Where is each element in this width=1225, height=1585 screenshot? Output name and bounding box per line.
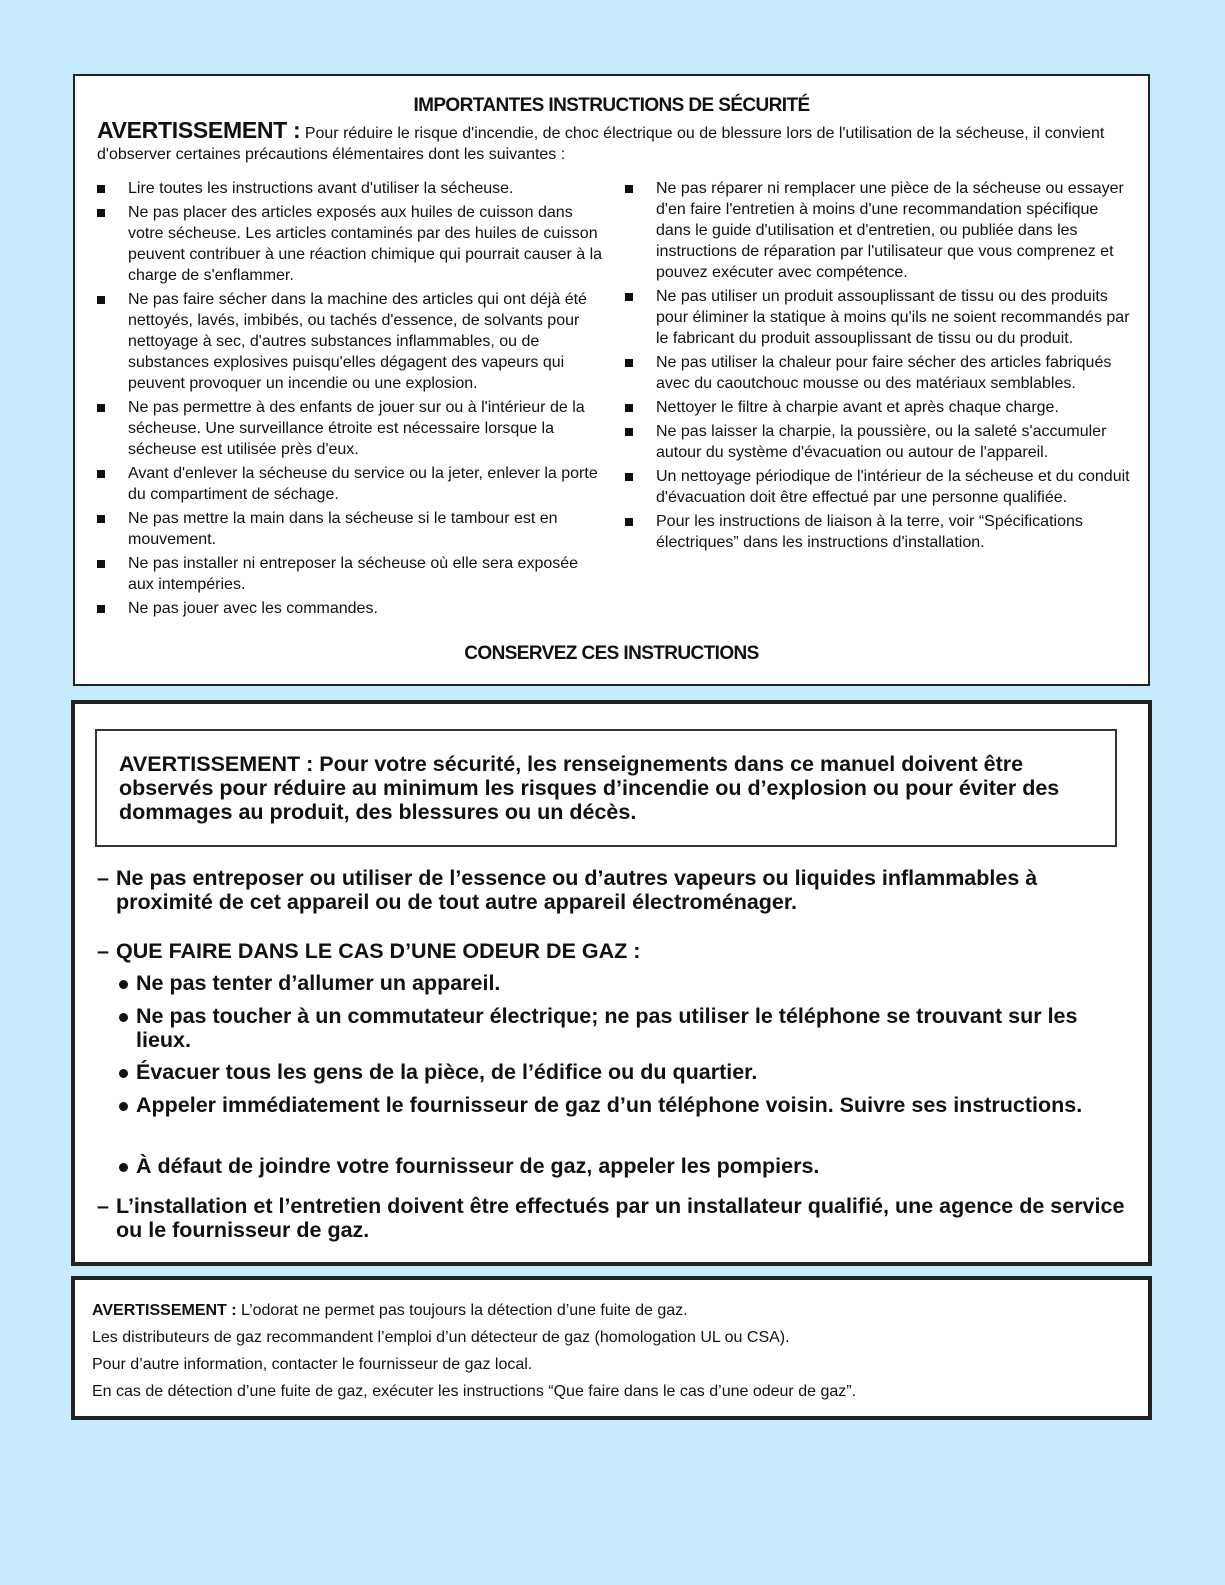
square-bullet-icon — [97, 209, 105, 217]
square-bullet-icon — [625, 428, 633, 436]
gas-warning-box — [71, 700, 1152, 1266]
safety-title: IMPORTANTES INSTRUCTIONS DE SÉCURITÉ — [413, 95, 810, 116]
conserve-instructions-footer: CONSERVEZ CES INSTRUCTIONS — [464, 643, 759, 664]
list-item: Ne pas installer ni entreposer la sécheuse où elle sera exposée aux intempéries. — [97, 553, 605, 595]
safety-intro — [97, 117, 1137, 165]
gas-step-item: Ne pas tenter d’allumer un appareil. — [115, 971, 1125, 995]
list-item: Ne pas mettre la main dans la sécheuse si le tambour est en mouvement. — [97, 508, 605, 550]
square-bullet-icon — [97, 515, 105, 523]
square-bullet-icon — [97, 560, 105, 568]
detector-line-1: AVERTISSEMENT : L’odorat ne permet pas toujours la détection d’une fuite de gaz. — [92, 1302, 688, 1319]
gas-step-item: À défaut de joindre votre fournisseur de gaz, appeler les pompiers. — [115, 1154, 1125, 1178]
round-bullet-icon — [119, 1069, 128, 1078]
dash-bullet: – — [97, 1194, 109, 1218]
list-item: Pour les instructions de liaison à la terre, voir “Spécifications électriques” dans les instructions d'installation. — [625, 511, 1135, 553]
square-bullet-icon — [97, 185, 105, 193]
round-bullet-icon — [119, 1102, 128, 1111]
list-item: Ne pas jouer avec les commandes. — [97, 598, 605, 619]
list-item: Ne pas utiliser un produit assouplissant de tissu ou des produits pour éliminer la statique à moins qu'ils ne soient recommandés par le fabricant du produit assouplissant de tissu ou du produit. — [625, 286, 1135, 349]
list-item: Ne pas faire sécher dans la machine des articles qui ont déjà été nettoyés, lavés, imbibés, ou tachés d'essence, de solvants pour nettoyage à sec, d'autres substances inflammables, ou de substances explosives puisqu'elles dégagent des vapeurs qui peuvent provoquer un incendie ou une explosion. — [97, 289, 605, 394]
square-bullet-icon — [97, 470, 105, 478]
round-bullet-icon — [119, 1163, 128, 1172]
detector-line-3: Pour d’autre information, contacter le fournisseur de gaz local. — [92, 1356, 533, 1373]
square-bullet-icon — [97, 296, 105, 304]
safety-instructions-box — [73, 74, 1150, 686]
square-bullet-icon — [625, 404, 633, 412]
dash-bullet: – — [97, 939, 109, 963]
list-item: Ne pas laisser la charpie, la poussière, ou la saleté s'accumuler autour du système d'évacuation ou autour de l'appareil. — [625, 421, 1135, 463]
list-item: Nettoyer le filtre à charpie avant et après chaque charge. — [625, 397, 1135, 418]
square-bullet-icon — [97, 605, 105, 613]
left-instruction-list — [97, 178, 605, 622]
list-item: Avant d'enlever la sécheuse du service ou la jeter, enlever la porte du compartiment de séchage. — [97, 463, 605, 505]
list-item: Ne pas placer des articles exposés aux huiles de cuisson dans votre sécheuse. Les articles contaminés par des huiles de cuisson peuvent contribuer à une réaction chimique qui pourrait causer à la charge de s'enflammer. — [97, 202, 605, 286]
gas-odor-heading: – QUE FAIRE DANS LE CAS D’UNE ODEUR DE GAZ : — [97, 939, 641, 963]
square-bullet-icon — [625, 518, 633, 526]
detector-line-4: En cas de détection d’une fuite de gaz, exécuter les instructions “Que faire dans le cas d’une odeur de gaz”. — [92, 1383, 857, 1400]
warning-label: AVERTISSEMENT : — [97, 117, 301, 143]
storage-warning: – Ne pas entreposer ou utiliser de l’essence ou d’autres vapeurs ou liquides inflammables à proximité de cet appareil ou de tout autre appareil électroménager. — [97, 866, 1038, 914]
square-bullet-icon — [625, 185, 633, 193]
right-instruction-list — [625, 178, 1135, 556]
gas-step-item: Appeler immédiatement le fournisseur de gaz d’un téléphone voisin. Suivre ses instructions. — [115, 1093, 1125, 1117]
installation-warning: – L’installation et l’entretien doivent être effectués par un installateur qualifié, une agence de service ou le fournisseur de gaz. — [97, 1194, 1125, 1242]
gas-step-item: Ne pas toucher à un commutateur électrique; ne pas utiliser le téléphone se trouvant sur les lieux. — [115, 1004, 1125, 1052]
gas-step-item: Évacuer tous les gens de la pièce, de l’édifice ou du quartier. — [115, 1060, 1125, 1084]
dash-bullet: – — [97, 866, 109, 890]
round-bullet-icon — [119, 980, 128, 989]
gas-detector-warning-box — [71, 1276, 1152, 1420]
square-bullet-icon — [625, 359, 633, 367]
square-bullet-icon — [97, 404, 105, 412]
list-item: Ne pas réparer ni remplacer une pièce de la sécheuse ou essayer d'en faire l'entretien à moins d'une recommandation spécifique dans le guide d'utilisation et d'entretien, ou publiée dans les instructions de réparation par l'utilisateur que vous comprenez et pouvez exécuter avec compétence. — [625, 178, 1135, 283]
list-item: Lire toutes les instructions avant d'utiliser la sécheuse. — [97, 178, 605, 199]
square-bullet-icon — [625, 473, 633, 481]
warning-label: AVERTISSEMENT : — [92, 1302, 237, 1319]
square-bullet-icon — [625, 293, 633, 301]
warning-text: Pour réduire le risque d'incendie, de choc électrique ou de blessure lors de l'utilisation de la sécheuse, il convient d'observer certaines précautions élémentaires dont les suivantes : — [97, 125, 1105, 163]
list-item: Ne pas utiliser la chaleur pour faire sécher des articles fabriqués avec du caoutchouc mousse ou des matériaux semblables. — [625, 352, 1135, 394]
detector-line-2: Les distributeurs de gaz recommandent l’emploi d’un détecteur de gaz (homologation UL ou CSA). — [92, 1329, 790, 1346]
round-bullet-icon — [119, 1013, 128, 1022]
list-item: Un nettoyage périodique de l'intérieur de la sécheuse et du conduit d'évacuation doit être effectué par une personne qualifiée. — [625, 466, 1135, 508]
list-item: Ne pas permettre à des enfants de jouer sur ou à l'intérieur de la sécheuse. Une surveillance étroite est nécessaire lorsque la sécheuse est utilisée près d'eux. — [97, 397, 605, 460]
safety-warning-panel: AVERTISSEMENT : Pour votre sécurité, les renseignements dans ce manuel doivent être observés pour réduire au minimum les risques d’incendie ou d’explosion ou pour éviter des dommages au produit, des blessures ou un décès. — [95, 729, 1117, 847]
